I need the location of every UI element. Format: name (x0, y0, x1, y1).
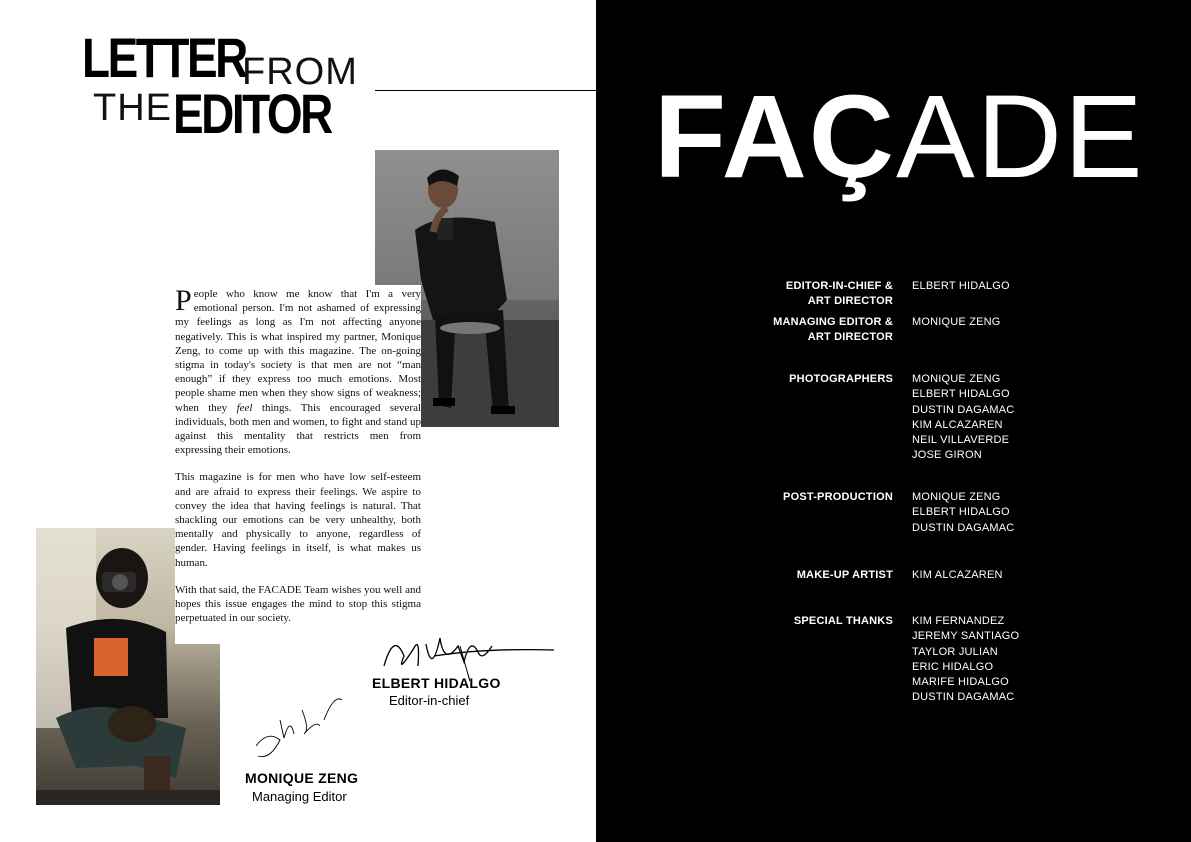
credit-name: MONIQUE ZENG (912, 316, 1001, 328)
managing-editor-role: Managing Editor (252, 789, 347, 804)
credit-names (912, 568, 1003, 583)
right-page (596, 0, 1191, 842)
credit-name: NEIL VILLAVERDE (912, 434, 1010, 447)
title-bold-part: FAÇ (654, 71, 896, 203)
heading-from: FROM (242, 51, 358, 93)
credit-name: JEREMY SANTIAGO (912, 630, 1020, 643)
credit-names (912, 614, 1019, 706)
letter-p1-start: eople who know me know that I'm a very emotional person. I'm not ashamed of expressing my feelings as long as I'm not affecting anyone negatively. This is what inspired my partner, Monique Zeng, to come up with this magazine. The on-going stigma in today's society is that men are not “man enough” if they express too much emotions. Most people shame men when they show signs of weakness; when they (175, 288, 421, 414)
credit-role: POST-PRODUCTION (783, 491, 893, 503)
editor-name: ELBERT HIDALGO (372, 675, 501, 691)
heading-the: THE (93, 87, 172, 129)
credit-name: MONIQUE ZENG (912, 373, 1001, 385)
credit-role: PHOTOGRAPHERS (789, 373, 893, 385)
magazine-title (654, 71, 1145, 203)
credit-name: ERIC HIDALGO (912, 660, 994, 673)
credit-name: TAYLOR JULIAN (912, 645, 998, 658)
credit-name: MARIFE HIDALGO (912, 676, 1009, 689)
credit-name: MONIQUE ZENG (912, 491, 1001, 503)
credit-name: KIM ALCAZAREN (912, 418, 1003, 431)
credit-names (912, 490, 1014, 536)
letter-p1-end: things. This encouraged several individuals, both men and women, to fight and stand up against this mentality that restricts men from expressing their emotions. (175, 401, 422, 457)
letter-paragraph-3: With that said, the FACADE Team wishes you well and hopes this issue engages the mind to stop this stigma perpetuated in our society. (175, 583, 421, 625)
managing-editor-signature (250, 690, 350, 770)
credit-name: KIM FERNANDEZ (912, 615, 1005, 627)
credit-name: ELBERT HIDALGO (912, 388, 1010, 401)
credit-name: DUSTIN DAGAMAC (912, 403, 1015, 416)
letter-paragraph-2: This magazine is for men who have low self-esteem and are afraid to express their feelings. We aspire to convey the idea that having feelings is natural. That shackling our emotions can be very unhealthy, both mentally and physically to anyone, regardless of gender. Having feelings in itself, is what makes us human. (175, 471, 421, 569)
letter-p1-emphasis: feel (236, 401, 253, 414)
managing-editor-name: MONIQUE ZENG (245, 770, 359, 786)
credit-role: MANAGING EDITOR & ART DIRECTOR (773, 316, 893, 343)
credit-role: MAKE-UP ARTIST (796, 569, 893, 581)
credit-name: ELBERT HIDALGO (912, 506, 1010, 519)
heading-editor: EDITOR (173, 82, 331, 145)
editor-role: Editor-in-chief (389, 693, 470, 708)
title-light-part: ADE (896, 71, 1145, 203)
drop-cap: P (175, 284, 192, 317)
credit-name: JOSE GIRON (912, 449, 982, 462)
credit-names (912, 315, 1001, 330)
editor-letter-body (175, 285, 421, 644)
credit-name: ELBERT HIDALGO (912, 280, 1010, 292)
letter-paragraph-1 (175, 284, 422, 457)
credit-name: DUSTIN DAGAMAC (912, 691, 1015, 704)
credit-role: SPECIAL THANKS (793, 615, 893, 627)
credit-names (912, 279, 1010, 294)
credit-names (912, 372, 1014, 464)
heading-letter: LETTER (82, 26, 246, 89)
credit-name: DUSTIN DAGAMAC (912, 521, 1015, 534)
credit-name: KIM ALCAZAREN (912, 569, 1003, 581)
heading-rule (375, 90, 596, 91)
credit-role: EDITOR-IN-CHIEF & ART DIRECTOR (785, 280, 893, 307)
